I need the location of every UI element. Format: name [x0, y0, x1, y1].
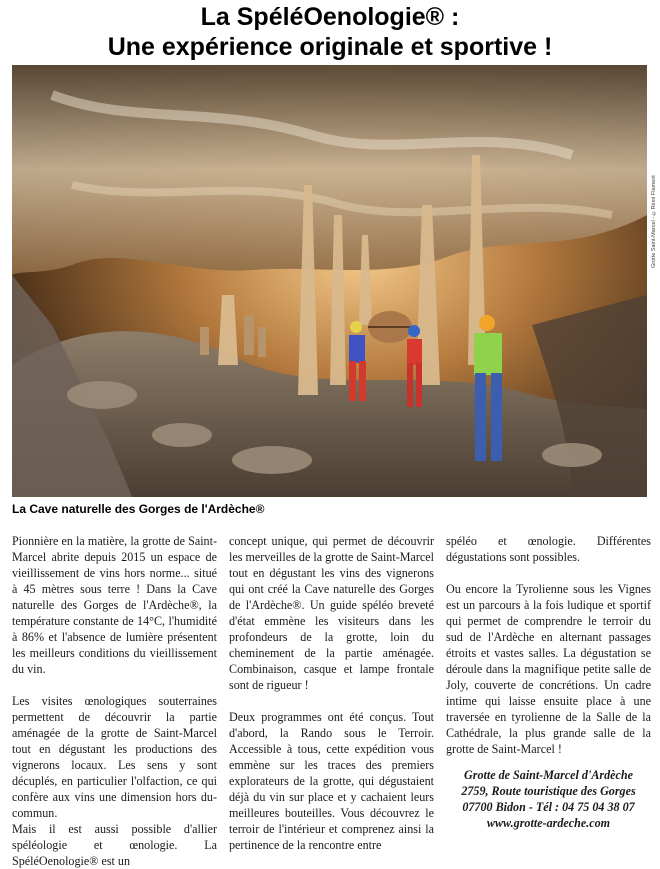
cave-photo — [12, 65, 647, 497]
photo-caption: La Cave naturelle des Gorges de l'Ardèche® — [12, 502, 265, 516]
address-city-phone: 07700 Bidon - Tél : 04 75 04 38 07 — [462, 800, 635, 814]
address-street: 2759, Route touristique des Gorges — [461, 784, 636, 798]
contact-address — [446, 767, 651, 831]
address-website[interactable]: www.grotte-ardeche.com — [486, 816, 611, 830]
paragraph: Pionnière en la matière, la grotte de Saint-Marcel abrite depuis 2015 un espace de vieillissement de vins hors norme... situé à 45 mètres sous terre ! Dans la Cave naturelle des Gorges de l'Ardèche®, la température constante de 14°C, l'humidité à 86% et l'absence de lumière présentent les meilleurs conditions du vieillissement du vin. — [12, 534, 217, 676]
text-column-1 — [12, 533, 217, 869]
paragraph: Mais il est aussi possible d'allier spéléologie et œnologie. La SpéléOenologie® est un — [12, 822, 217, 868]
article-title — [0, 2, 660, 62]
address-name: Grotte de Saint-Marcel d'Ardèche — [464, 768, 633, 782]
title-line-2: Une expérience originale et sportive ! — [107, 33, 553, 61]
text-column-2 — [229, 533, 434, 853]
paragraph: Les visites œnologiques souterraines permettent de découvrir la partie aménagée de la grotte de Saint-Marcel tout en dégustant les productions des vignerons locaux. Les sens y sont décuplés, en particulier l'olfaction, ce qui confère aux vins une dimension hors du-commun. — [12, 694, 217, 820]
paragraph: Deux programmes ont été conçus. Tout d'abord, la Rando sous le Terroir. Accessible à tous, cette expédition vous emmène sur les traces des premiers explorateurs de la grotte, qui dégustaient déjà du vin sur place et y cachaient leurs meilleures bouteilles. Vous découvrez le terroir de l'intérieur et comprenez ainsi la pertinence de la rencontre entre — [229, 710, 434, 852]
paragraph: spéléo et œnologie. Différentes dégustations sont possibles. — [446, 534, 651, 564]
photo-credit: Grotte Saint-Marcel - ©Rémi Flament — [651, 175, 657, 268]
paragraph: concept unique, qui permet de découvrir les merveilles de la grotte de Saint-Marcel tout en dégustant les vins des vignerons qui ont créé la Cave naturelle des Gorges de l'Ardèche®. Un guide spéléo breveté d'état emmène les visiteurs dans les profondeurs de la grotte, loin du cheminement de la partie aménagée. Combinaison, casque et lampe frontale sont de rigueur ! — [229, 534, 434, 692]
paragraph: Ou encore la Tyrolienne sous les Vignes est un parcours à la fois ludique et sportif qui permet de comprendre le terroir du sud de l'Ardèche en alternant passages étroits et vastes salles. La dégustation se déroule dans la magnifique petite salle de Joly, couverte de concrétions. Un cadre intime qui laisse ensuite place à une traversée en tyrolienne de la Salle de la Cathédrale, la plus grande salle de la grotte de Saint-Marcel ! — [446, 582, 651, 756]
title-line-1: La SpéléOenologie® : — [200, 3, 460, 31]
text-column-3 — [446, 533, 651, 831]
